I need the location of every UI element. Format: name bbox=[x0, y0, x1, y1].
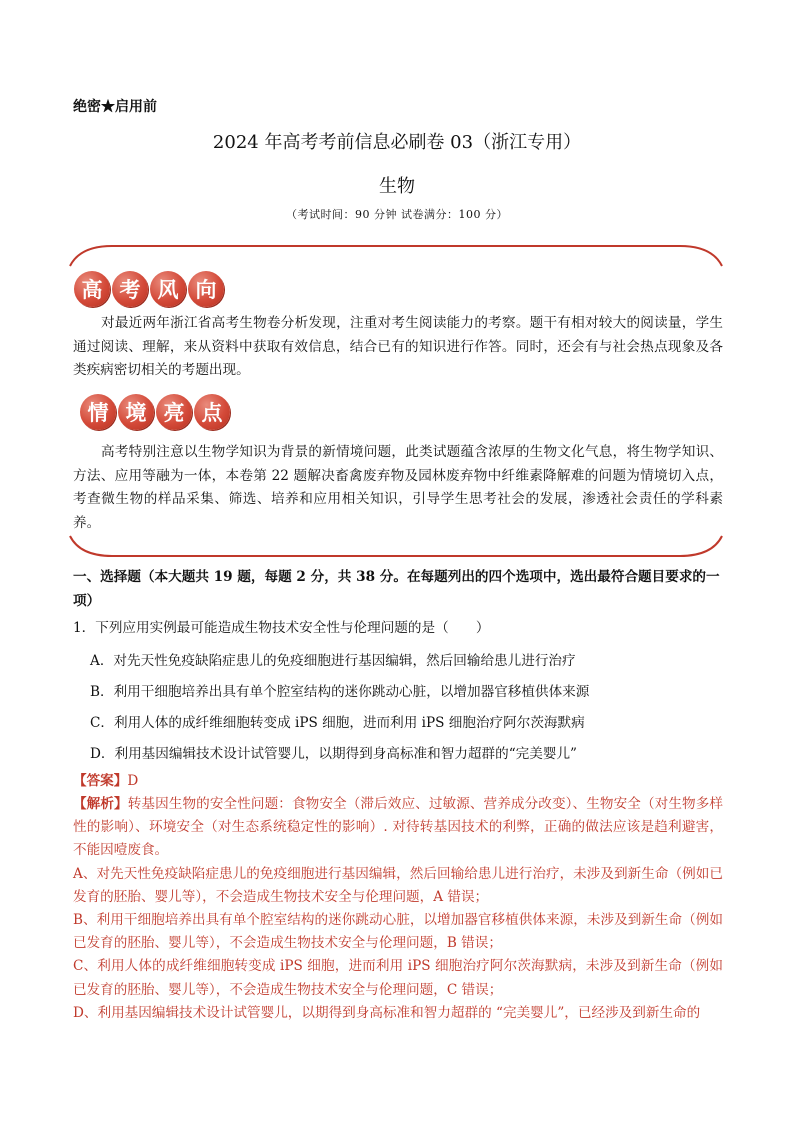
exam-meta: （考试时间：90 分钟 试卷满分：100 分） bbox=[286, 208, 508, 221]
analysis-option-a: A、对先天性免疫缺陷症患儿的免疫细胞进行基因编辑，然后回输给患儿进行治疗，未涉及到新生命（例如已发育的胚胎、婴儿等），不会造成生物技术安全与伦理问题，A 错误； bbox=[73, 865, 723, 905]
analysis-block bbox=[73, 793, 723, 1025]
badge-char: 亮 bbox=[156, 394, 192, 430]
frame-bottom-curve bbox=[70, 536, 722, 556]
section-badge-context-highlight bbox=[80, 394, 230, 430]
badge-char: 风 bbox=[150, 271, 186, 307]
answer-value: D bbox=[127, 773, 139, 789]
part-heading: 一、选择题（本大题共 19 题，每题 2 分，共 38 分。在每题列出的四个选项中，选出最符合题目要求的一项） bbox=[73, 569, 720, 609]
option-d: D．利用基因编辑技术设计试管婴儿，以期得到身高标准和智力超群的“完美婴儿” bbox=[90, 746, 577, 762]
analysis-option-d: D、利用基因编辑技术设计试管婴儿，以期得到身高标准和智力超群的 “完美婴儿”，已经涉及到新生命的 bbox=[73, 1004, 701, 1021]
answer-label: 【答案】 bbox=[73, 773, 128, 789]
gaokao-trend-paragraph: 对最近两年浙江省高考生物卷分析发现，注重对考生阅读能力的考察。题干有相对较大的阅读量，学生通过阅读、理解，来从资料中获取有效信息，结合已有的知识进行作答。同时，还会有与社会热点现象及各类疾病密切相关的考题出现。 bbox=[73, 315, 723, 378]
badge-char: 高 bbox=[74, 271, 110, 307]
analysis-option-b: B、利用干细胞培养出具有单个腔室结构的迷你跳动心脏，以增加器官移植供体来源，未涉及到新生命（例如已发育的胚胎、婴儿等），不会造成生物技术安全与伦理问题，B 错误； bbox=[73, 912, 723, 952]
badge-char: 点 bbox=[194, 394, 230, 430]
analysis-intro bbox=[73, 793, 723, 863]
option-c: C．利用人体的成纤维细胞转变成 iPS 细胞，进而利用 iPS 细胞治疗阿尔茨海默病 bbox=[90, 715, 585, 731]
analysis-text: 转基因生物的安全性问题：食物安全（滞后效应、过敏源、营养成分改变）、生物安全（对生物多样性的影响）、环境安全（对生态系统稳定性的影响）. 对待转基因技术的利弊，正确的做法应该是趋利避害，不能因噎废食。 bbox=[73, 796, 724, 859]
analysis-label: 【解析】 bbox=[73, 796, 128, 812]
option-b: B．利用干细胞培养出具有单个腔室结构的迷你跳动心脏，以增加器官移植供体来源 bbox=[90, 684, 590, 700]
answer-line bbox=[73, 769, 138, 789]
frame-top-curve bbox=[70, 246, 722, 266]
badge-char: 考 bbox=[112, 271, 148, 307]
analysis-option-c: C、利用人体的成纤维细胞转变成 iPS 细胞，进而利用 iPS 细胞治疗阿尔茨海默病，未涉及到新生命（例如已发育的胚胎、婴儿等），不会造成生物技术安全与伦理问题，C 错误； bbox=[73, 958, 723, 998]
subject-title: 生物 bbox=[379, 176, 415, 197]
context-highlight-paragraph: 高考特别注意以生物学知识为背景的新情境问题，此类试题蕴含浓厚的生物文化气息，将生物学知识、方法、应用等融为一体，本卷第 22 题解决畜禽废弃物及园林废弃物中纤维素降解难的问题为情境切入点，考查微生物的样品采集、筛选、培养和应用相关知识，引导学生思考社会的发展，渗透社会责任的学科素养。 bbox=[73, 444, 723, 531]
section-badge-gaokao-trend bbox=[74, 271, 224, 307]
badge-char: 情 bbox=[80, 394, 116, 430]
badge-char: 境 bbox=[118, 394, 154, 430]
question-stem: 1．下列应用实例最可能造成生物技术安全性与伦理问题的是（ ） bbox=[73, 620, 490, 636]
page-title: 2024 年高考考前信息必刷卷 03（浙江专用） bbox=[212, 132, 582, 153]
secret-label: 绝密★启用前 bbox=[73, 99, 157, 115]
option-a: A．对先天性免疫缺陷症患儿的免疫细胞进行基因编辑，然后回输给患儿进行治疗 bbox=[90, 653, 576, 669]
badge-char: 向 bbox=[188, 271, 224, 307]
